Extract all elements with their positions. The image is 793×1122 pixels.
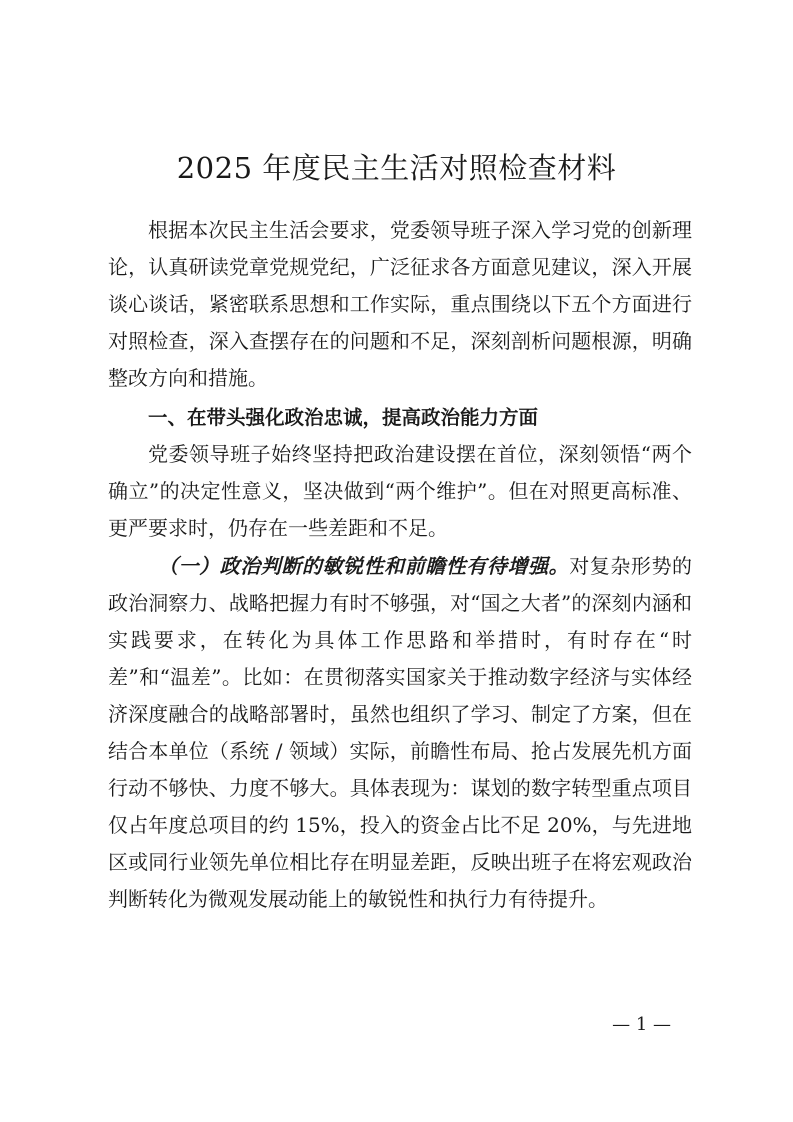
subsection-1-heading: （一）政治判断的敏锐性和前瞻性有待增强。 xyxy=(158,554,570,578)
section-1-paragraph: 党委领导班子始终坚持把政治建设摆在首位，深刻领悟“两个确立”的决定性意义，坚决做到“两个维护”。但在对照更高标准、更严要求时，仍存在一些差距和不足。 xyxy=(108,442,692,540)
intro-paragraph: 根据本次民主生活会要求，党委领导班子深入学习党的创新理论，认真研读党章党规党纪，广泛征求各方面意见建议，深入开展谈心谈话，紧密联系思想和工作实际，重点围绕以下五个方面进行对照检查，深入查摆存在的问题和不足，深刻剖析问题根源，明确整改方向和措施。 xyxy=(108,218,692,390)
subsection-1-paragraph xyxy=(108,548,692,918)
section-1-heading: 一、在带头强化政治忠诚，提高政治能力方面 xyxy=(148,406,539,429)
subsection-1-text: 对复杂形势的政治洞察力、战略把握力有时不够强，对“国之大者”的深刻内涵和实践要求，在转化为具体工作思路和举措时，有时存在“时差”和“温差”。比如：在贯彻落实国家关于推动数字经济与实体经济深度融合的战略部署时，虽然也组织了学习、制定了方案，但在结合本单位（系统 / 领域）实际，前瞻性布局、抢占发展先机方面行动不够快、力度不够大。具体表现为：谋划的数字转型重点项目仅占年度总项目的约 15%，投入的资金占比不足 20%，与先进地区或同行业领先单位相比存在明显差距，反映出班子在将宏观政治判断转化为微观发展动能上的敏锐性和执行力有待提升。 xyxy=(108,554,693,911)
document-title: 2025 年度民主生活对照检查材料 xyxy=(176,151,617,185)
page-number: — 1 — xyxy=(612,1014,671,1035)
